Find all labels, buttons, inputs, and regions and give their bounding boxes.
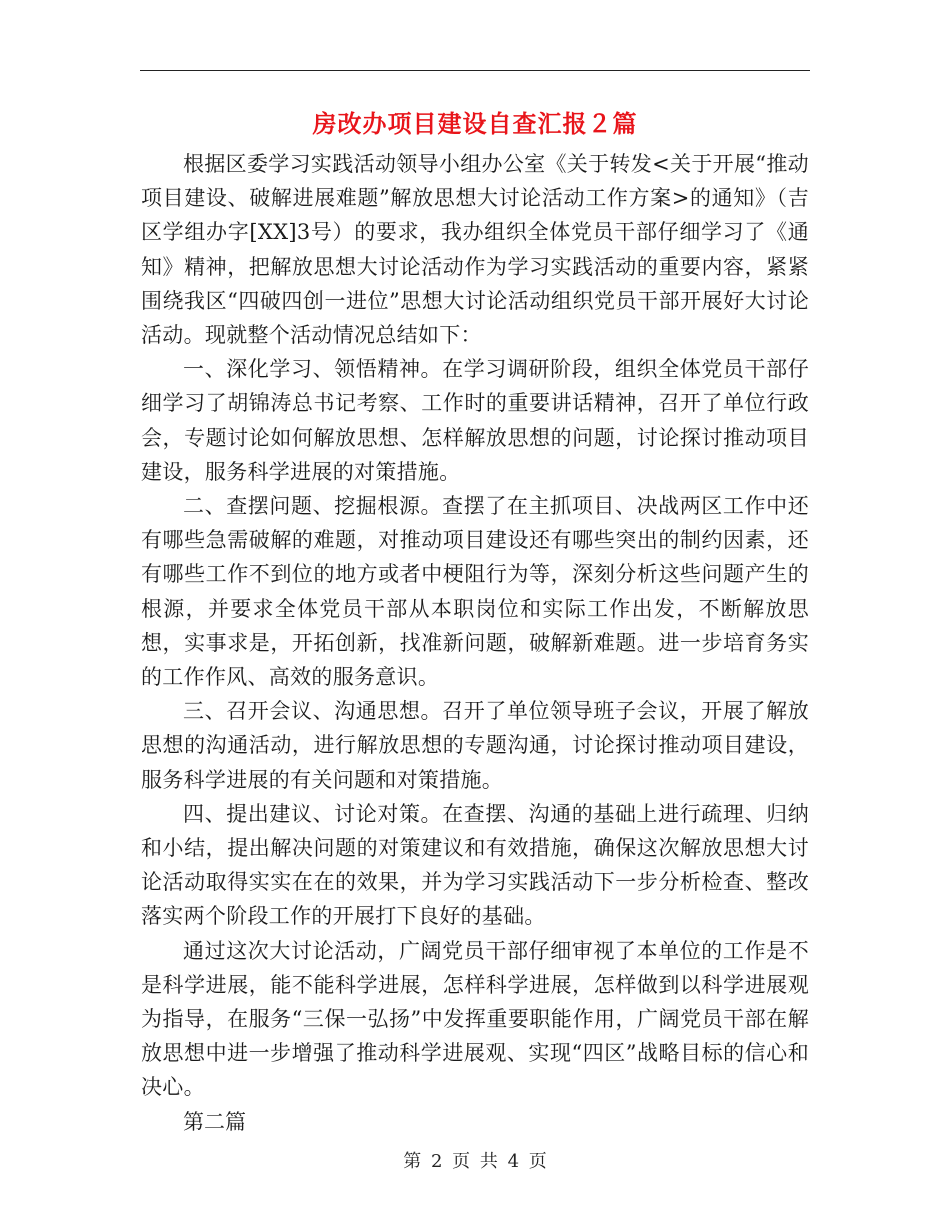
paragraph-conclusion: 通过这次大讨论活动，广阔党员干部仔细审视了本单位的工作是不是科学进展，能不能科学进展，怎样科学进展，怎样做到以科学进展观为指导，在服务“三保一弘扬”中发挥重要职能作用，广阔党员干部在解放思想中进一步增强了推动科学进展观、实现“四区”战略目标的信心和决心。 bbox=[141, 938, 809, 1100]
paragraph-section-3: 三、召开会议、沟通思想。召开了单位领导班子会议，开展了解放思想的沟通活动，进行解放思想的专题沟通，讨论探讨推动项目建设，服务科学进展的有关问题和对策措施。 bbox=[141, 699, 809, 792]
paragraph-intro: 根据区委学习实践活动领导小组办公室《关于转发<关于开展“推动项目建设、破解进展难题”解放思想大讨论活动工作方案>的通知》（吉区学组办字[XX]3号）的要求，我办组织全体党员干部仔细学习了《通知》精神，把解放思想大讨论活动作为学习实践活动的重要内容，紧紧围绕我区“四破四创一进位”思想大讨论活动组织党员干部开展好大讨论活动。现就整个活动情况总结如下： bbox=[141, 152, 809, 348]
paragraph-section-1: 一、深化学习、领悟精神。在学习调研阶段，组织全体党员干部仔细学习了胡锦涛总书记考察、工作时的重要讲话精神，召开了单位行政会，专题讨论如何解放思想、怎样解放思想的问题，讨论探讨推动项目建设，服务科学进展的对策措施。 bbox=[141, 357, 809, 484]
paragraph-section-2: 二、查摆问题、挖掘根源。查摆了在主抓项目、决战两区工作中还有哪些急需破解的难题，对推动项目建设还有哪些突出的制约因素，还有哪些工作不到位的地方或者中梗阻行为等，深刻分析这些问题产生的根源，并要求全体党员干部从本职岗位和实际工作出发，不断解放思想，实事求是，开拓创新，找准新问题，破解新难题。进一步培育务实的工作作风、高效的服务意识。 bbox=[141, 494, 809, 690]
paragraph-section-4: 四、提出建议、讨论对策。在查摆、沟通的基础上进行疏理、归纳和小结，提出解决问题的对策建议和有效措施，确保这次解放思想大讨论活动取得实实在在的效果，并为学习实践活动下一步分析检查、整改落实两个阶段工作的开展打下良好的基础。 bbox=[141, 801, 809, 929]
header-rule bbox=[140, 70, 810, 71]
section-label-part-two: 第二篇 bbox=[183, 1109, 246, 1134]
page-footer: 第 2 页 共 4 页 bbox=[403, 1151, 547, 1172]
document-title: 房改办项目建设自查汇报２篇 bbox=[312, 110, 638, 138]
document-body bbox=[141, 147, 809, 1139]
